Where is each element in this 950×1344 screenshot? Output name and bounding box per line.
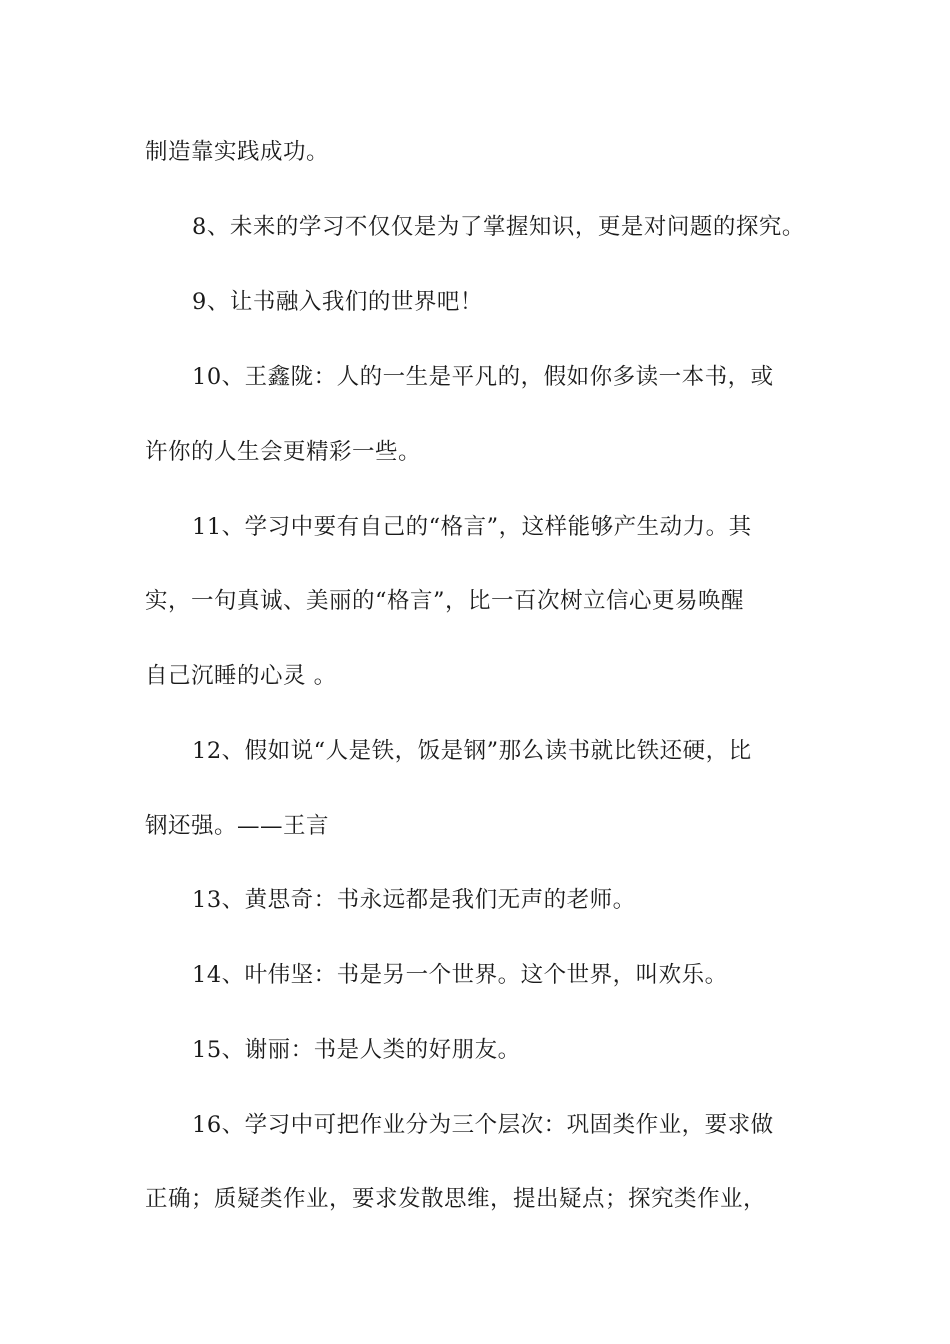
- text-line-11: 13、黄思奇：书永远都是我们无声的老师。: [192, 887, 636, 913]
- text-line-12: 14、叶伟坚：书是另一个世界。这个世界，叫欢乐。: [192, 962, 728, 988]
- text-line-8: 自己沉睡的心灵 。: [145, 663, 337, 689]
- text-line-6: 11、学习中要有自己的“格言”，这样能够产生动力。其: [192, 514, 752, 540]
- text-line-5: 许你的人生会更精彩一些。: [145, 439, 422, 465]
- text-line-9: 12、假如说“人是铁，饭是钢”那么读书就比铁还硬，比: [192, 738, 752, 764]
- text-line-2: 8、未来的学习不仅仅是为了掌握知识，更是对问题的探究。: [192, 214, 805, 240]
- text-line-10: 钢还强。——王言: [145, 813, 330, 839]
- text-line-13: 15、谢丽：书是人类的好朋友。: [192, 1037, 521, 1063]
- text-line-7: 实，一句真诚、美丽的“格言”，比一百次树立信心更易唤醒: [145, 588, 745, 614]
- text-line-14: 16、学习中可把作业分为三个层次：巩固类作业，要求做: [192, 1112, 774, 1138]
- text-line-1: 制造靠实践成功。: [145, 139, 330, 165]
- text-line-15: 正确；质疑类作业，要求发散思维，提出疑点；探究类作业，: [145, 1186, 767, 1212]
- text-line-3: 9、让书融入我们的世界吧！: [192, 289, 483, 315]
- text-line-4: 10、王鑫陇：人的一生是平凡的，假如你多读一本书，或: [192, 364, 774, 390]
